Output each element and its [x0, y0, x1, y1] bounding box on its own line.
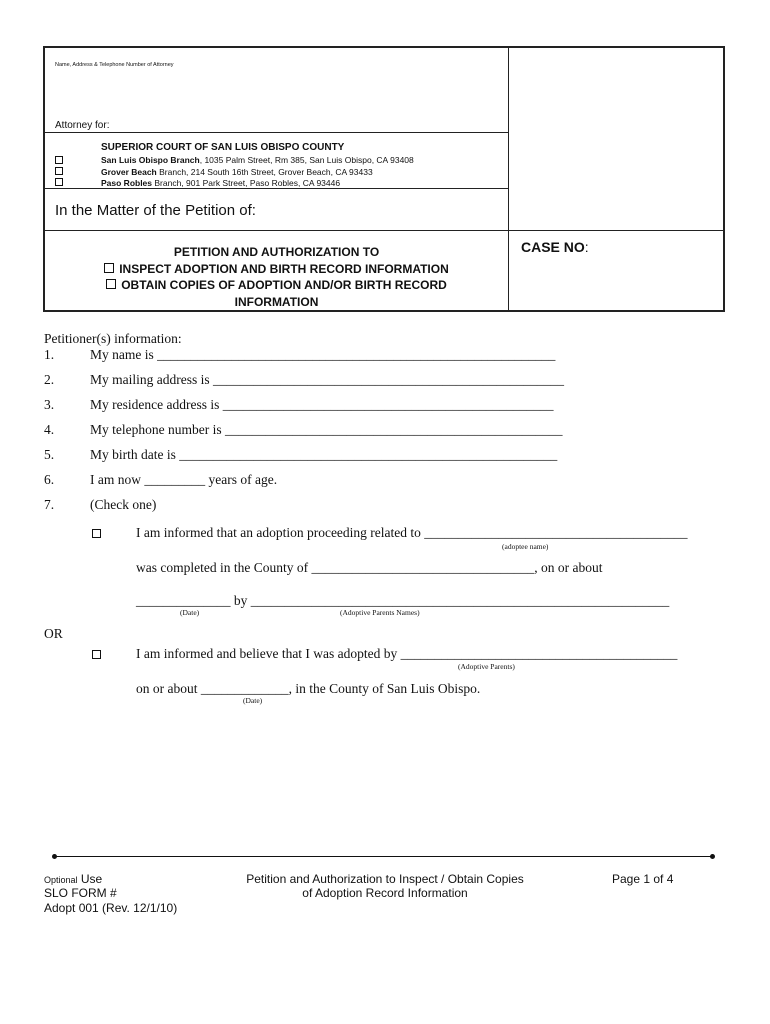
footer-rule — [55, 856, 713, 857]
caption-box — [43, 46, 725, 312]
footer-form-title-line-2: of Adoption Record Information — [302, 886, 468, 900]
footer-form-title — [230, 872, 540, 900]
branch-slo: San Luis Obispo Branch, 1035 Palm Street, Rm 385, San Luis Obispo, CA 93408 — [101, 155, 414, 165]
court-divider — [45, 188, 508, 189]
item-number-5: 5. — [44, 447, 55, 462]
matter-heading: In the Matter of the Petition of: — [55, 202, 256, 219]
adoptive-parents-caption: (Adoptive Parents) — [458, 662, 515, 671]
attorney-for-label: Attorney for: — [55, 120, 110, 131]
check-one-label: (Check one) — [90, 497, 157, 512]
footer-form-revision: Adopt 001 (Rev. 12/1/10) — [44, 901, 178, 915]
county-field[interactable]: was completed in the County of _________________________________, on or about — [136, 560, 603, 575]
case-number-label: CASE NO: — [521, 239, 589, 255]
item-number-7: 7. — [44, 497, 55, 512]
adoptee-name-caption: (adoptee name) — [502, 542, 549, 551]
matter-divider — [45, 230, 724, 231]
obtain-copies-checkbox[interactable] — [106, 279, 116, 289]
attorney-caption: Name, Address & Telephone Number of Attorney — [55, 62, 174, 68]
option-a-checkbox[interactable] — [92, 529, 101, 538]
date-caption: (Date) — [180, 608, 200, 617]
branch-paso-robles: Paso Robles Branch, 901 Park Street, Paso Robles, CA 93446 — [101, 178, 341, 188]
name-field[interactable]: My name is ___________________________________________________________ — [90, 347, 556, 362]
branch-checkbox-grover-beach[interactable] — [55, 167, 63, 175]
footer-form-title-line-1: Petition and Authorization to Inspect / Obtain Copies — [246, 872, 524, 886]
item-number-1: 1. — [44, 347, 55, 362]
branch-checkbox-slo[interactable] — [55, 156, 63, 164]
caption-divider — [508, 48, 509, 311]
adoptee-name-field[interactable]: I am informed that an adoption proceeding related to _______________________________________ — [136, 525, 688, 540]
court-title: SUPERIOR COURT OF SAN LUIS OBISPO COUNTY — [101, 142, 345, 153]
item-number-6: 6. — [44, 472, 55, 487]
petition-title-line-2: INSPECT ADOPTION AND BIRTH RECORD INFORMATION — [45, 261, 508, 278]
inspect-checkbox[interactable] — [104, 263, 114, 273]
birth-date-field[interactable]: My birth date is ________________________________________________________ — [90, 447, 558, 462]
branch-grover-beach: Grover Beach Branch, 214 South 16th Street, Grover Beach, CA 93433 — [101, 167, 373, 177]
petitioner-info-heading: Petitioner(s) information: — [44, 331, 182, 346]
petition-title-line-3: OBTAIN COPIES OF ADOPTION AND/OR BIRTH RECORD — [45, 277, 508, 294]
telephone-field[interactable]: My telephone number is __________________________________________________ — [90, 422, 563, 437]
footer-slo-form: SLO FORM # — [44, 886, 117, 900]
petition-title-line-4: INFORMATION — [234, 294, 319, 309]
attorney-divider — [45, 132, 508, 133]
footer-rule-dot-right — [710, 854, 715, 859]
adoptive-parents-field[interactable]: I am informed and believe that I was adopted by _________________________________________ — [136, 646, 678, 661]
date-parents-field[interactable]: ______________ by ______________________________________________________________ — [136, 593, 670, 608]
item-number-2: 2. — [44, 372, 55, 387]
adoption-date-field[interactable]: on or about _____________, in the County of San Luis Obispo. — [136, 681, 481, 696]
branch-checkbox-paso-robles[interactable] — [55, 178, 63, 186]
page-number: Page 1 of 4 — [612, 872, 674, 886]
petition-title-line-1: PETITION AND AUTHORIZATION TO — [173, 245, 380, 259]
or-label: OR — [44, 626, 63, 641]
item-number-3: 3. — [44, 397, 55, 412]
footer-rule-dot-left — [52, 854, 57, 859]
item-number-4: 4. — [44, 422, 55, 437]
age-field[interactable]: I am now _________ years of age. — [90, 472, 278, 487]
adoption-date-caption: (Date) — [243, 696, 263, 705]
adoptive-parents-names-caption: (Adoptive Parents Names) — [340, 608, 420, 617]
option-b-checkbox[interactable] — [92, 650, 101, 659]
petition-title — [45, 244, 508, 310]
residence-address-field[interactable]: My residence address is _________________________________________________ — [90, 397, 554, 412]
mailing-address-field[interactable]: My mailing address is ____________________________________________________ — [90, 372, 564, 387]
footer-optional-use: Optional Use — [44, 872, 103, 886]
